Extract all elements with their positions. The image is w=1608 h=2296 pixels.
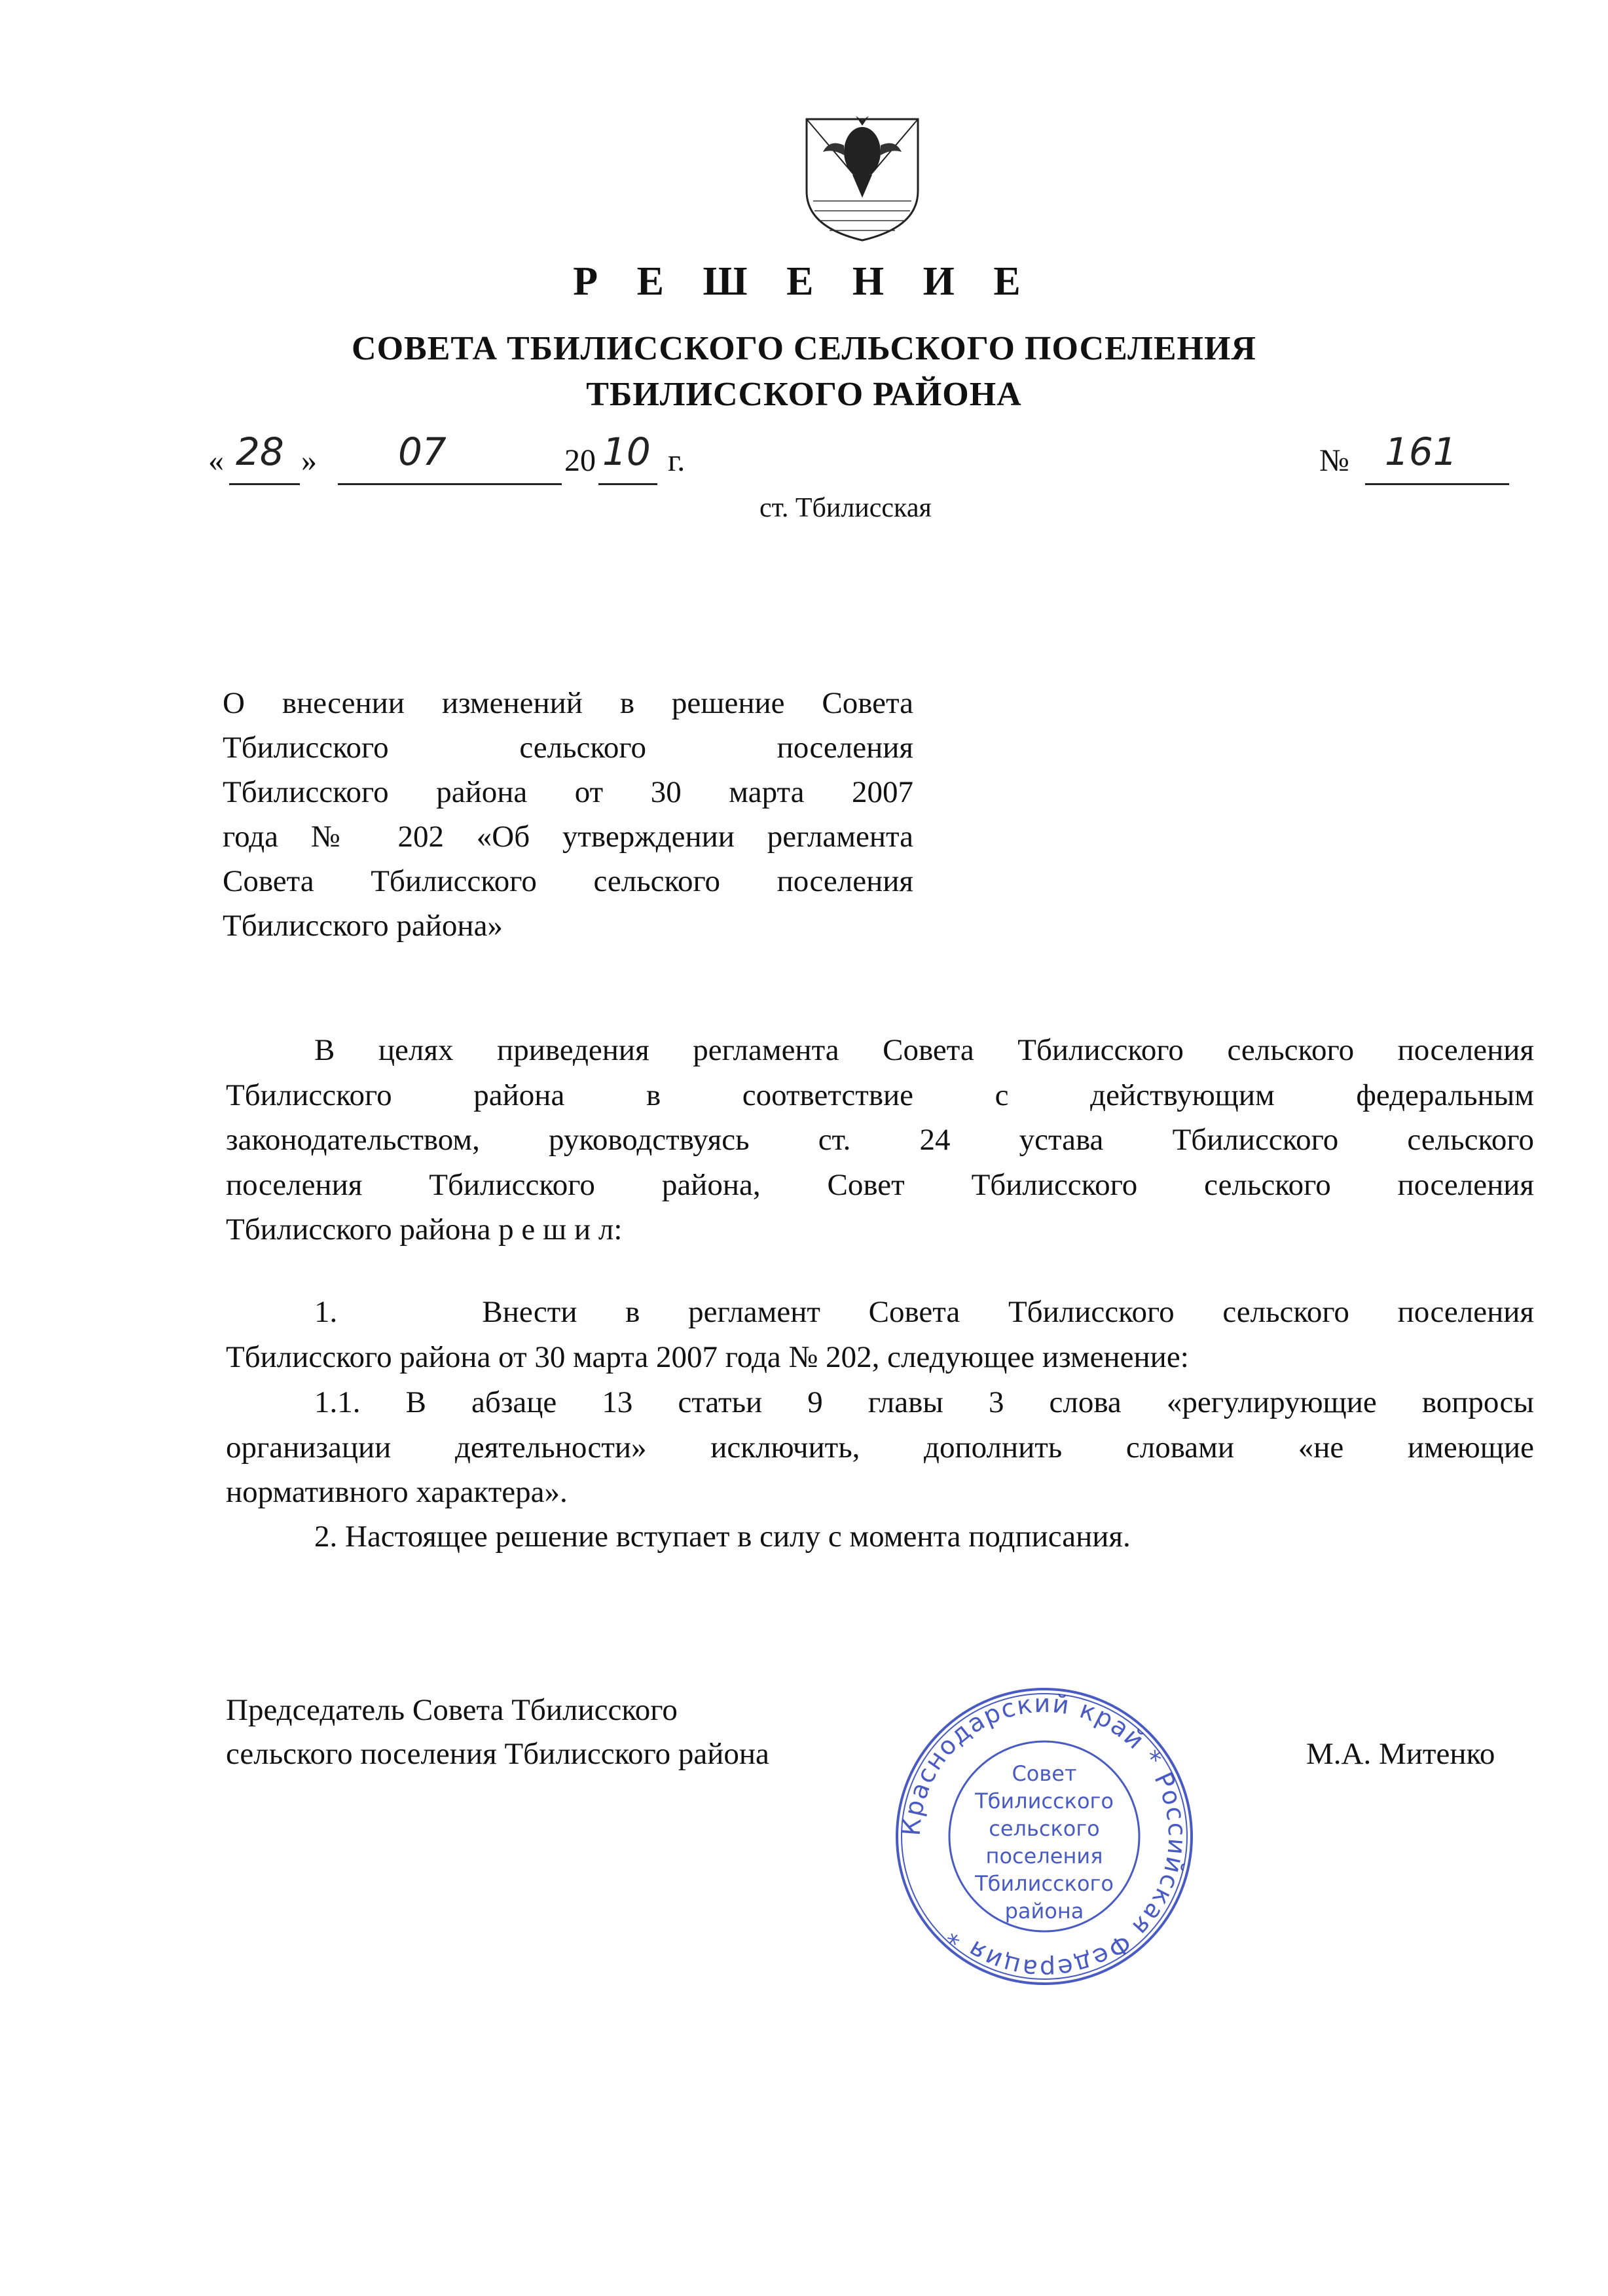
document-number: 161 [1385, 429, 1457, 474]
official-stamp-icon [890, 1683, 1198, 1990]
item-1-line: 1. Внести в регламент Совета Тбилисского сельского поселения [314, 1295, 1534, 1329]
date-year-unit: г. [668, 443, 685, 478]
organization-line-2: ТБИЛИССКОГО РАЙОНА [586, 376, 1022, 413]
month-underline [338, 483, 562, 485]
organization-line-1: СОВЕТА ТБИЛИССКОГО СЕЛЬСКОГО ПОСЕЛЕНИЯ [352, 330, 1256, 367]
stamp-inner-line: Тбилисского [975, 1789, 1114, 1813]
item-1-line: Тбилисского района от 30 марта 2007 года № 202, следующее изменение: [226, 1339, 1189, 1374]
stamp-inner-line: поселения [985, 1844, 1103, 1868]
preamble-line: В целях приведения регламента Совета Тбилисского сельского поселения [314, 1033, 1534, 1067]
date-day: 28 [236, 429, 284, 474]
subject-line: Совета Тбилисского сельского поселения [223, 864, 913, 898]
stamp-inner-line: Тбилисского [975, 1871, 1114, 1896]
signer-name: М.А. Митенко [1306, 1737, 1495, 1771]
preamble-line: Тбилисского района р е ш и л: [226, 1212, 623, 1247]
subject-line: Тбилисского района» [223, 909, 503, 943]
item-1-1-line: 1.1. В абзаце 13 статьи 9 главы 3 слова «регулирующие вопросы [314, 1385, 1534, 1419]
number-underline [1365, 483, 1509, 485]
document-title: Р Е Ш Е Н И Е [573, 259, 1035, 304]
date-month: 07 [398, 429, 447, 474]
item-1-1-line: нормативного характера». [226, 1475, 568, 1509]
date-year-suffix: 10 [602, 429, 651, 474]
stamp-inner-line: Совет [1012, 1761, 1077, 1786]
stamp-outer-text: Краснодарский край * Российская Федерация * [896, 1688, 1192, 1984]
subject-line: О внесении изменений в решение Совета [223, 686, 913, 720]
item-1-1-line: организации деятельности» исключить, дополнить словами «не имеющие [226, 1430, 1534, 1465]
item-2 [226, 1514, 1534, 1559]
stamp-inner-line: района [1004, 1899, 1084, 1923]
number-label: № [1319, 443, 1349, 478]
stamp-inner-line: сельского [989, 1816, 1100, 1841]
preamble-line: Тбилисского района в соответствие с действующим федеральным [226, 1078, 1534, 1112]
signer-position-line-1: Председатель Совета Тбилисского [226, 1693, 678, 1727]
date-close-quote: » [301, 443, 317, 478]
subject-block [223, 681, 913, 948]
subject-line: Тбилисского района от 30 марта 2007 [223, 775, 913, 809]
date-open-quote: « [208, 443, 224, 478]
day-underline [229, 483, 300, 485]
item-1 [226, 1290, 1534, 1379]
preamble-line: законодательством, руководствуясь ст. 24 устава Тбилисского сельского [226, 1123, 1534, 1157]
subject-line: Тбилисского сельского поселения [223, 731, 913, 765]
item-2-line: 2. Настоящее решение вступает в силу с момента подписания. [314, 1520, 1131, 1554]
signer-position-line-2: сельского поселения Тбилисского района [226, 1737, 769, 1771]
place: ст. Тбилисская [759, 493, 932, 523]
date-year-prefix: 20 [564, 443, 596, 478]
year-underline [598, 483, 657, 485]
preamble-line: поселения Тбилисского района, Совет Тбилисского сельского поселения [226, 1167, 1534, 1202]
preamble [226, 1028, 1534, 1252]
item-1-1 [226, 1380, 1534, 1515]
coat-of-arms-icon [800, 113, 924, 244]
subject-line: года № 202 «Об утверждении регламента [223, 820, 913, 854]
